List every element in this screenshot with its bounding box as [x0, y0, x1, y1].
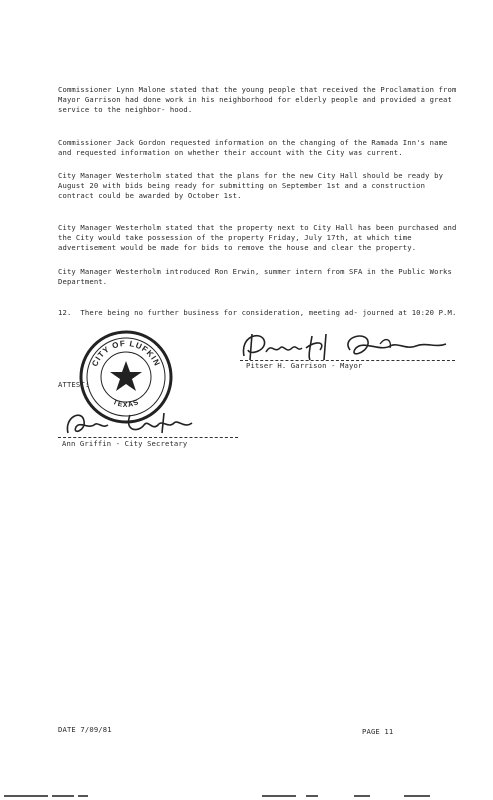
paragraph-gordon: Commissioner Jack Gordon requested information on the changing of the Ramada Inn's name and requested information on whether their account with the City was current.	[58, 138, 453, 157]
paragraph-city-hall-plans: City Manager Westerholm stated that the plans for the new City Hall should be ready by August 20 with bids being ready for submitting on September 1st and a construction contract could be awarded by October 1st.	[58, 171, 448, 200]
paragraph-intern: City Manager Westerholm introduced Ron Erwin, summer intern from SFA in the Public Works Department.	[58, 267, 457, 286]
seal-top-text: CITY OF LUFKIN	[90, 338, 162, 368]
paragraph-property-purchase: City Manager Westerholm stated that the property next to City Hall has been purchased and the City would take possession of the property Friday, July 17th, at which time advertisement would be made for bids to remove the house and clear the property.	[58, 223, 461, 252]
attest-label: ATTEST:	[58, 380, 90, 389]
mayor-signature-name: Pitser H. Garrison - Mayor	[246, 361, 363, 370]
secretary-signature-line	[58, 437, 238, 438]
secretary-signature-name: Ann Griffin - City Secretary	[62, 439, 188, 448]
seal-bottom-text: TEXAS	[111, 398, 141, 410]
paragraph-malone: Commissioner Lynn Malone stated that the young people that received the Proclamation from Mayor Garrison had done work in his neighborhood for elderly people and provided a great service to the neighbor- hood.	[58, 85, 461, 114]
scan-edge-noise	[0, 794, 493, 800]
footer-page: PAGE 11	[362, 727, 394, 736]
footer-date: DATE 7/09/81	[58, 725, 112, 734]
paragraph-adjournment: 12. There being no further business for consideration, meeting ad- journed at 10:20 P.M.	[58, 308, 457, 317]
